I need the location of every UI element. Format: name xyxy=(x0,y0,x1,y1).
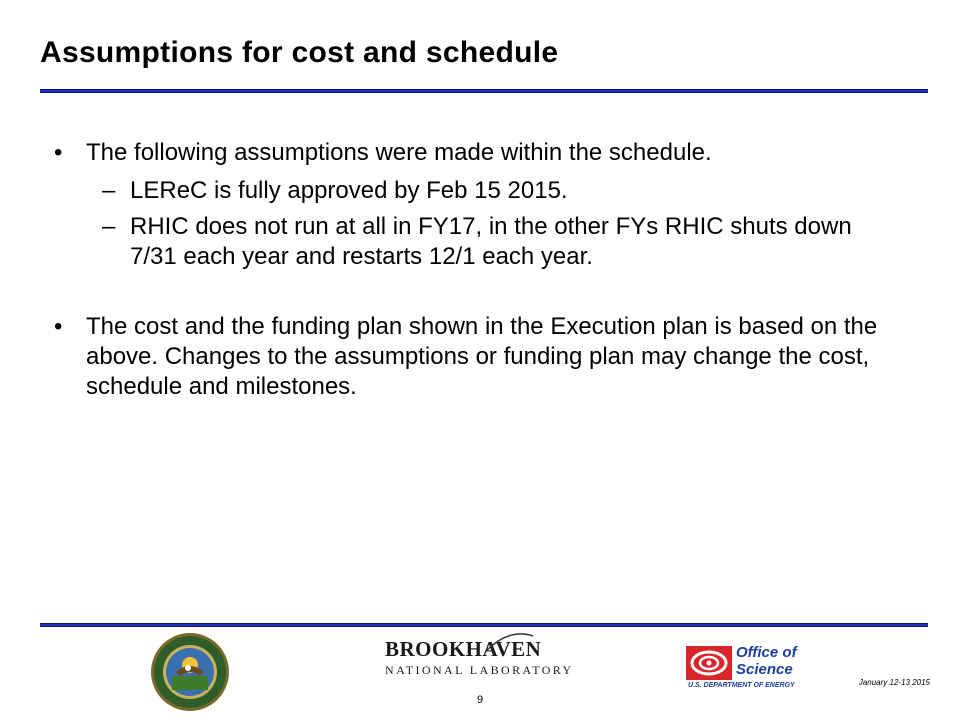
page-title: Assumptions for cost and schedule xyxy=(40,36,559,69)
bnl-logo xyxy=(385,638,575,686)
sub-bullet-text: RHIC does not run at all in FY17, in the other FYs RHIC shuts down 7/31 each year and restarts 12/1 each year. xyxy=(130,213,852,270)
page-number: 9 xyxy=(476,694,484,706)
bullet-dot: • xyxy=(54,139,63,166)
office-of-science-subtitle: U.S. DEPARTMENT OF ENERGY xyxy=(688,682,795,689)
bullet-text: The cost and the funding plan shown in the Execution plan is based on the above. Changes to the assumptions or funding plan may change the cost, schedule and milestones. xyxy=(86,313,878,400)
office-of-science-line2: Science xyxy=(736,661,793,678)
bnl-logo-subtitle: NATIONAL LABORATORY xyxy=(385,663,574,677)
sub-bullet-dash: – xyxy=(102,213,116,240)
sub-bullet-dash: – xyxy=(102,177,116,204)
bullet-item xyxy=(54,312,894,402)
footer-divider xyxy=(40,623,928,627)
bnl-logo-name: BROOKHAVEN xyxy=(385,637,542,661)
office-of-science-emblem-icon xyxy=(686,646,732,680)
presentation-date: January 12-13 2015 xyxy=(858,678,930,687)
bullet-dot: • xyxy=(54,313,63,340)
office-of-science-logo xyxy=(686,646,826,692)
slide-body xyxy=(54,138,894,402)
sub-bullet-item xyxy=(54,176,894,206)
sub-bullet-item xyxy=(54,212,894,272)
sub-bullet-text: LEReC is fully approved by Feb 15 2015. xyxy=(130,177,568,204)
bullet-item xyxy=(54,138,894,168)
office-of-science-line1: Office of xyxy=(736,644,797,661)
bullet-text: The following assumptions were made within the schedule. xyxy=(86,139,712,166)
bnl-swoosh-icon xyxy=(485,632,535,652)
title-divider xyxy=(40,89,928,93)
